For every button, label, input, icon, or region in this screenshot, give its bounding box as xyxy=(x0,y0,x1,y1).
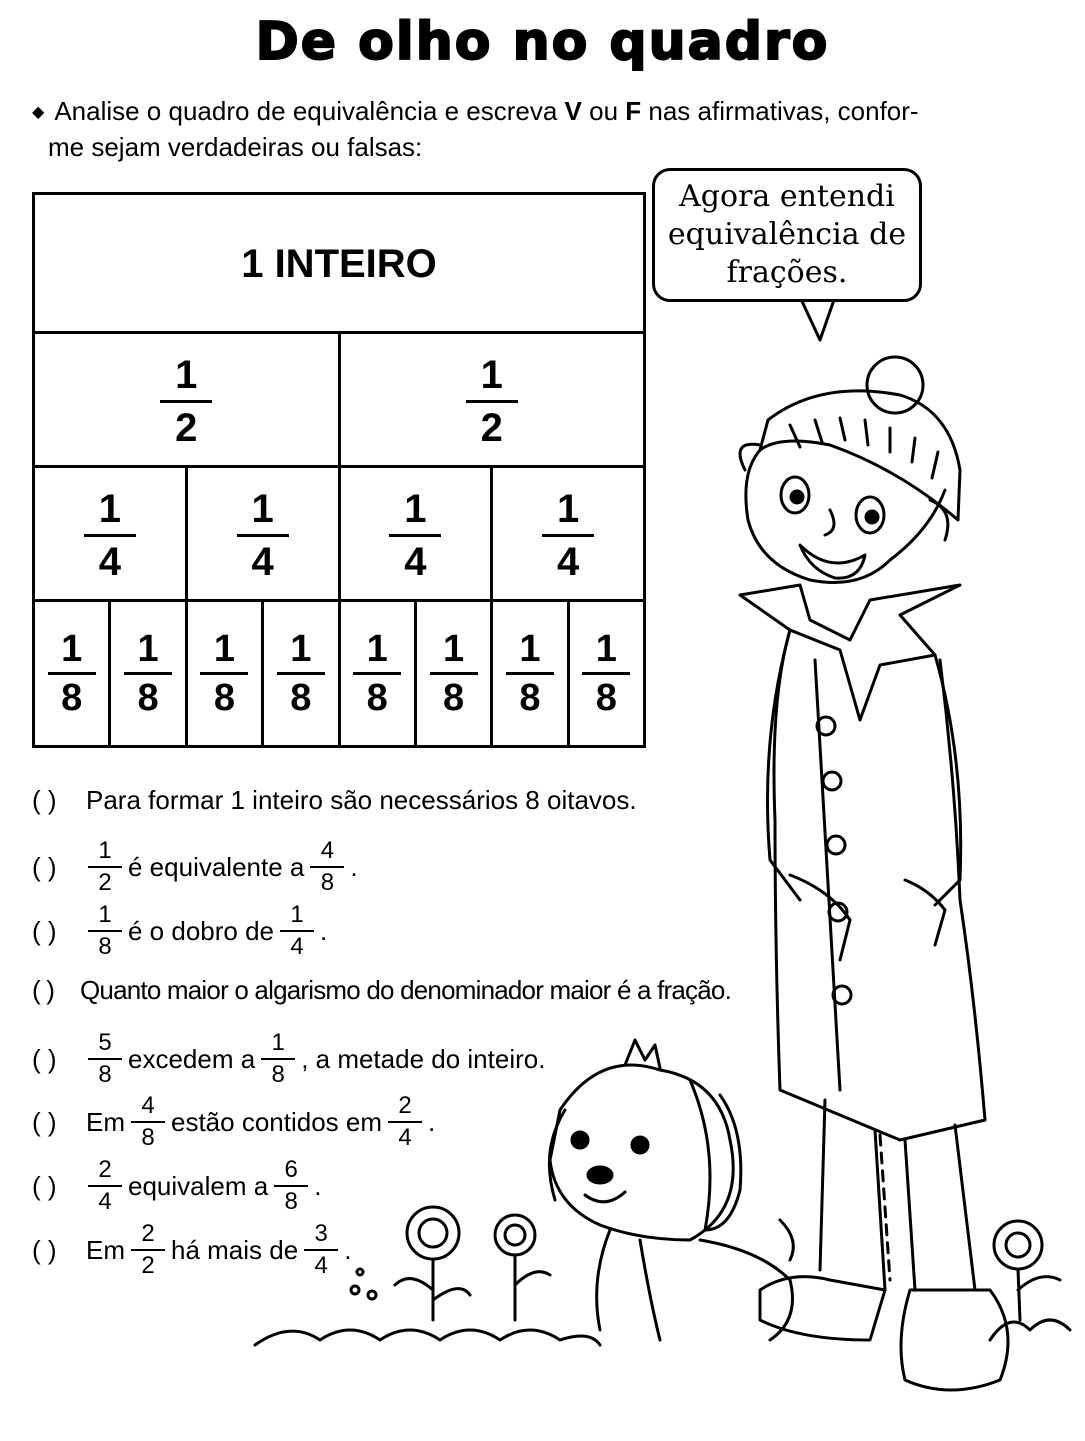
denominator: 2 xyxy=(98,869,112,896)
fraction-chart xyxy=(32,192,646,748)
statement-text: . xyxy=(320,915,328,946)
numerator: 1 xyxy=(442,628,465,670)
statement-text: . xyxy=(314,1170,322,1201)
denominator: 8 xyxy=(271,1061,285,1088)
fraction xyxy=(280,902,314,960)
hat-pompom xyxy=(867,357,923,413)
statement-text: é o dobro de xyxy=(128,915,275,946)
fraction xyxy=(124,630,172,717)
statement-text: equivalem a xyxy=(128,1170,269,1201)
statement-text: . xyxy=(344,1234,352,1265)
numerator: 6 xyxy=(284,1156,298,1183)
face xyxy=(746,448,945,583)
numerator: 1 xyxy=(480,352,503,397)
answer-blank[interactable]: ( ) xyxy=(32,915,57,946)
denominator: 2 xyxy=(175,405,198,450)
numerator: 2 xyxy=(398,1092,412,1119)
eighths-cell xyxy=(261,599,340,748)
answer-blank[interactable]: ( ) xyxy=(32,1234,57,1265)
chart-row-eighths xyxy=(32,602,646,748)
bubble-line: equivalência de xyxy=(667,217,907,252)
right-shoe xyxy=(901,1290,1008,1390)
letter-f: F xyxy=(625,96,642,126)
fraction xyxy=(310,838,344,896)
answer-blank[interactable]: ( ) xyxy=(32,1170,57,1201)
fraction xyxy=(84,488,136,583)
hat xyxy=(760,391,960,520)
denominator: 4 xyxy=(98,1188,112,1215)
fraction xyxy=(542,488,594,583)
statement-text: há mais de xyxy=(171,1234,299,1265)
fraction xyxy=(131,1093,165,1151)
statement-text: . xyxy=(428,1106,436,1137)
fraction xyxy=(353,630,401,717)
statement-text: excedem a xyxy=(128,1043,256,1074)
denominator: 8 xyxy=(442,677,465,719)
denominator: 8 xyxy=(595,677,617,719)
statement-text: Em xyxy=(86,1106,125,1137)
fraction xyxy=(88,1030,122,1088)
denominator: 8 xyxy=(137,677,159,719)
answer-blank[interactable]: ( ) xyxy=(32,851,57,882)
denominator: 4 xyxy=(557,539,580,584)
numerator: 1 xyxy=(290,901,304,928)
letter-v: V xyxy=(564,96,582,126)
denominator: 8 xyxy=(213,677,235,719)
statement-6 xyxy=(32,1093,437,1151)
quarters-cell xyxy=(32,465,188,605)
numerator: 1 xyxy=(98,901,112,928)
fraction xyxy=(200,630,248,717)
denominator: 4 xyxy=(98,539,121,584)
instruction-part: ou xyxy=(581,96,626,126)
statement-4 xyxy=(32,975,733,1006)
numerator: 1 xyxy=(366,628,388,670)
worksheet-title: De olho no quadro xyxy=(255,12,830,72)
statement-7 xyxy=(32,1157,323,1215)
flower xyxy=(419,1219,447,1247)
denominator: 8 xyxy=(98,933,112,960)
answer-blank[interactable]: ( ) xyxy=(32,1106,57,1137)
statement-1 xyxy=(32,785,639,816)
denominator: 2 xyxy=(141,1252,155,1279)
numerator: 1 xyxy=(404,486,427,531)
answer-blank[interactable]: ( ) xyxy=(32,1043,57,1074)
right-eye xyxy=(856,497,884,533)
fraction xyxy=(277,630,325,717)
denominator: 8 xyxy=(290,677,312,719)
statement-3 xyxy=(32,902,329,960)
denominator: 8 xyxy=(61,677,83,719)
bubble-line: frações. xyxy=(726,255,848,290)
numerator: 3 xyxy=(314,1220,328,1247)
numerator: 1 xyxy=(213,628,235,670)
fraction xyxy=(237,488,289,583)
coat-collar xyxy=(740,585,960,720)
denominator: 8 xyxy=(519,677,541,719)
fraction xyxy=(261,1030,295,1088)
fraction xyxy=(88,1157,122,1215)
numerator: 1 xyxy=(61,628,83,670)
statement-2 xyxy=(32,838,360,896)
statement-text: , a metade do inteiro. xyxy=(301,1043,546,1074)
fraction xyxy=(582,630,630,717)
eighths-cell xyxy=(338,599,417,748)
left-shoe xyxy=(760,1277,885,1340)
fraction xyxy=(131,1221,165,1279)
bubble-line: Agora entendi xyxy=(679,179,895,214)
numerator: 1 xyxy=(290,628,312,670)
chart-row-whole xyxy=(32,192,646,337)
numerator: 5 xyxy=(98,1029,112,1056)
denominator: 8 xyxy=(98,1061,112,1088)
dog-eye xyxy=(572,1132,588,1148)
instruction-part: Analise o quadro de equivalência e escreva xyxy=(54,96,565,126)
halves-cell xyxy=(338,331,647,471)
fraction xyxy=(88,902,122,960)
denominator: 4 xyxy=(290,933,304,960)
denominator: 4 xyxy=(251,539,274,584)
numerator: 2 xyxy=(98,1156,112,1183)
numerator: 2 xyxy=(141,1220,155,1247)
instruction-part: nas afirmativas, confor- xyxy=(641,96,919,126)
statement-text: . xyxy=(350,851,358,882)
fraction xyxy=(88,838,122,896)
fraction xyxy=(48,630,96,717)
instruction-text xyxy=(32,94,1062,164)
numerator: 4 xyxy=(141,1092,155,1119)
eighths-cell xyxy=(108,599,187,748)
fraction xyxy=(274,1157,308,1215)
denominator: 4 xyxy=(404,539,427,584)
numerator: 1 xyxy=(98,486,121,531)
dog-nose xyxy=(588,1167,612,1183)
statement-text: estão contidos em xyxy=(171,1106,383,1137)
statement-8 xyxy=(32,1221,353,1279)
halves-cell xyxy=(32,331,341,471)
numerator: 1 xyxy=(271,1029,285,1056)
denominator: 2 xyxy=(480,405,503,450)
denominator: 8 xyxy=(284,1188,298,1215)
left-eye xyxy=(781,477,809,513)
eighths-cell xyxy=(32,599,111,748)
eighths-cell xyxy=(185,599,264,748)
speech-bubble xyxy=(652,168,922,302)
numerator: 1 xyxy=(595,628,617,670)
bullet-diamond-icon: ◆ xyxy=(32,104,45,121)
fraction xyxy=(389,488,441,583)
eighths-cell xyxy=(414,599,493,748)
statement-5 xyxy=(32,1030,547,1088)
denominator: 4 xyxy=(398,1124,412,1151)
instruction-part: me sejam verdadeiras ou falsas: xyxy=(48,132,423,162)
numerator: 1 xyxy=(98,837,112,864)
numerator: 1 xyxy=(557,486,580,531)
fraction xyxy=(430,630,478,717)
chart-row-halves xyxy=(32,334,646,471)
fraction xyxy=(506,630,554,717)
whole-cell: 1 INTEIRO xyxy=(32,192,646,337)
denominator: 8 xyxy=(141,1124,155,1151)
mouth xyxy=(800,545,865,578)
eighths-cell xyxy=(567,599,646,748)
quarters-cell xyxy=(338,465,494,605)
dog-head xyxy=(550,1065,733,1240)
numerator: 1 xyxy=(519,628,541,670)
answer-blank[interactable]: ( ) xyxy=(32,975,55,1005)
numerator: 4 xyxy=(320,837,335,864)
fraction xyxy=(388,1093,422,1151)
ground xyxy=(255,1330,600,1345)
quarters-cell xyxy=(490,465,646,605)
fraction xyxy=(304,1221,338,1279)
denominator: 8 xyxy=(320,869,335,896)
chart-row-quarters xyxy=(32,468,646,605)
statement-text: Quanto maior o algarismo do denominador maior é a fração. xyxy=(80,975,731,1005)
statement-text: é equivalente a xyxy=(128,851,305,882)
numerator: 1 xyxy=(175,352,198,397)
fraction xyxy=(160,354,212,449)
denominator: 4 xyxy=(314,1252,328,1279)
quarters-cell xyxy=(185,465,341,605)
statement-text: Para formar 1 inteiro são necessários 8 oitavos. xyxy=(86,785,637,815)
statement-text: Em xyxy=(86,1234,125,1265)
eighths-cell xyxy=(490,599,569,748)
answer-blank[interactable]: ( ) xyxy=(32,785,57,815)
numerator: 1 xyxy=(251,486,274,531)
coat xyxy=(774,630,985,1140)
fraction xyxy=(466,354,518,449)
denominator: 8 xyxy=(366,677,388,719)
numerator: 1 xyxy=(137,628,159,670)
coat-button xyxy=(817,717,835,735)
